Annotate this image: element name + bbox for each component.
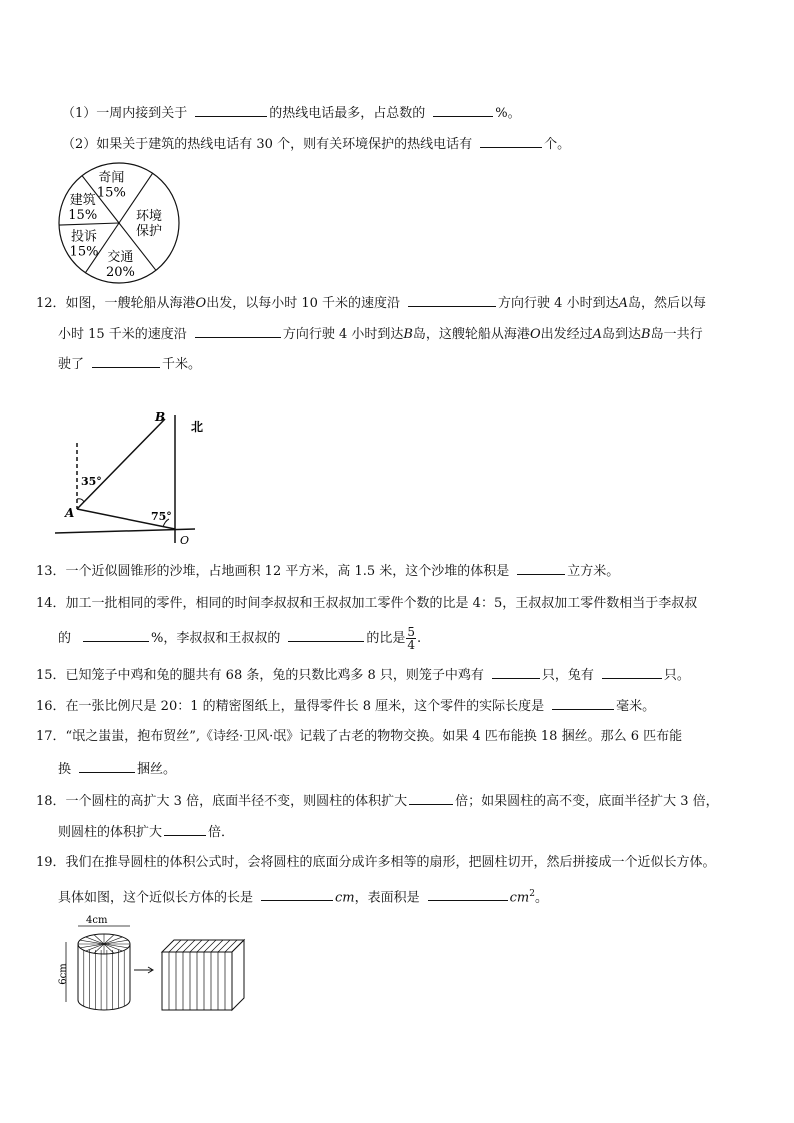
q18-line2: 则圆柱的体积扩大 倍． — [58, 822, 234, 842]
angle-label-35: 35° — [81, 475, 102, 488]
pie-chart — [56, 160, 182, 286]
q12-line1: 12．如图，一艘轮船从海港O出发，以每小时 10 千米的速度沿 方向行驶 4 小时到达A岛，然后以每 — [36, 293, 706, 313]
answer-blank[interactable] — [288, 628, 364, 642]
route-diagram — [55, 405, 215, 550]
q14-line1: 14．加工一批相同的零件，相同的时间李叔叔和王叔叔加工零件个数的比是 4：5，王叔叔加工零件数相当于李叔叔 — [36, 596, 698, 611]
angle-label-75: 75° — [151, 510, 172, 523]
answer-blank[interactable] — [433, 103, 493, 117]
q16: 16．在一张比例尺是 20：1 的精密图纸上，量得零件长 8 厘米，这个零件的实际长度是 毫米。 — [36, 696, 655, 716]
answer-blank[interactable] — [195, 103, 267, 117]
pie-label-环境保护: 环境 — [135, 208, 162, 224]
pie-label-建筑: 15% — [68, 208, 98, 224]
cylinder-diagram — [52, 912, 252, 1012]
answer-blank[interactable] — [492, 665, 540, 679]
cylinder — [78, 934, 130, 1010]
answer-blank[interactable] — [552, 696, 614, 710]
q11-part1: （1）一周内接到关于 的热线电话最多，占总数的 %。 — [62, 103, 521, 123]
q13: 13．一个近似圆锥形的沙堆，占地画积 12 平方米，高 1.5 米，这个沙堆的体积是 立方米。 — [36, 561, 619, 581]
q11-part2: （2）如果关于建筑的热线电话有 30 个，则有关环境保护的热线电话有 个。 — [62, 134, 570, 154]
q19-line2: 具体如图，这个近似长方体的长是 cm，表面积是 $cm^2$。 — [58, 889, 548, 906]
cuboid — [162, 940, 244, 1010]
q17-line1: 17．“氓之蚩蚩，抱布贸丝”,《诗经·卫风·氓》记载了古老的物物交换。如果 4 匹布能换 18 捆丝。那么 6 匹布能 — [36, 729, 683, 744]
answer-blank[interactable] — [602, 665, 662, 679]
answer-blank[interactable] — [408, 293, 496, 307]
answer-blank[interactable] — [517, 561, 565, 575]
answer-blank[interactable] — [164, 822, 206, 836]
pie-label-奇闻: 奇闻 — [98, 170, 125, 186]
pie-label-投诉: 15% — [69, 244, 99, 260]
q12-line3: 驶了 千米。 — [58, 354, 201, 374]
q19-line1: 19．我们在推导圆柱的体积公式时，会将圆柱的底面分成许多相等的扇形，把圆柱切开，然后拼接成一个近似长方体。 — [36, 855, 716, 870]
answer-blank[interactable] — [195, 324, 281, 338]
east-west-axis — [55, 529, 195, 533]
q18-line1: 18．一个圆柱的高扩大 3 倍，底面半径不变，则圆柱的体积扩大 倍；如果圆柱的高不变，底面半径扩大 3 倍， — [36, 791, 719, 811]
pie-label-交通: 交通 — [107, 249, 134, 265]
height-label: 6cm — [58, 963, 69, 985]
label-north: 北 — [191, 420, 204, 434]
q15: 15．已知笼子中鸡和兔的腿共有 68 条，兔的只数比鸡多 8 只，则笼子中鸡有 只，兔有 只。 — [36, 665, 690, 685]
answer-blank[interactable] — [83, 628, 149, 642]
answer-blank[interactable] — [261, 887, 333, 901]
label-b: B — [155, 410, 166, 424]
fraction-5-4: $\frac{5}{4}$ — [407, 625, 416, 652]
label-o: O — [180, 534, 190, 547]
q17-line2: 换 捆丝。 — [58, 759, 176, 779]
pie-label-环境保护: 保护 — [135, 223, 162, 239]
pie-label-奇闻: 15% — [96, 185, 126, 201]
pie-label-建筑: 建筑 — [69, 193, 96, 209]
angle-35-arc — [77, 499, 84, 502]
pie-label-投诉: 投诉 — [71, 229, 98, 245]
route-a-to-b — [77, 419, 165, 509]
answer-blank[interactable] — [79, 759, 135, 773]
answer-blank[interactable] — [428, 887, 508, 901]
q14-line2: 的 %，李叔叔和王叔叔的 的比是 $\frac{5}{4}$ . — [58, 625, 422, 652]
label-a: A — [65, 506, 75, 520]
answer-blank[interactable] — [480, 134, 542, 148]
answer-blank[interactable] — [409, 791, 453, 805]
q12-line2: 小时 15 千米的速度沿 方向行驶 4 小时到达B岛，这艘轮船从海港O出发经过A岛到达B岛一共行 — [58, 324, 703, 344]
width-label: 4cm — [86, 915, 108, 926]
pie-label-交通: 20% — [105, 264, 135, 280]
answer-blank[interactable] — [92, 354, 160, 368]
arrow-icon — [134, 967, 153, 973]
